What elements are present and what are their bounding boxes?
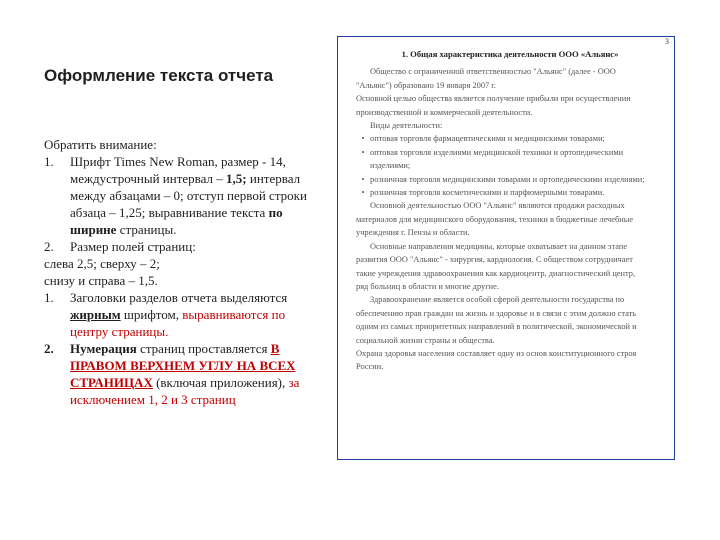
list-number: 2.: [44, 341, 54, 356]
slide-title: Оформление текста отчета: [44, 66, 274, 85]
list-number: 2.: [44, 239, 54, 254]
bullet-icon: •: [361, 188, 365, 198]
bullet-icon: •: [361, 174, 365, 184]
note-heading: Обратить внимание:: [44, 137, 157, 152]
top-right-corner-red: В ПРАВОМ ВЕРХНЕМ УГЛУ НА ВСЕХ СТРАНИЦАХ: [70, 341, 296, 390]
document-body: [356, 48, 664, 374]
headings-text: Заголовки разделов отчета выделяются: [70, 290, 288, 305]
bullet-icon: •: [361, 147, 365, 157]
list-number: 1.: [44, 154, 54, 169]
numbering-bold: Нумерация: [70, 341, 137, 356]
document-heading: 1. Общая характеристика деятельности ООО «Альянс»: [401, 49, 619, 59]
doc-line: Здравоохранение является особой сферой деятельности государства по: [370, 295, 625, 305]
margins-line-2: снизу и справа – 1,5.: [44, 273, 158, 288]
list-item-numbering: [44, 340, 324, 408]
doc-bullet: • розничная торговля косметическими и парфюмерными товарами.: [356, 186, 664, 199]
font-interval-bold: 1,5;: [226, 171, 247, 186]
doc-bullet: • розничная торговля медицинскими товарами и ортопедическими изделиями;: [356, 173, 664, 186]
doc-line: Охрана здоровья населения составляет одну из основ конституционного строя: [356, 348, 637, 358]
doc-line: ряд больниц в области и многие другие.: [356, 281, 499, 291]
doc-line: "Альянс") образовано 19 января 2007 г.: [356, 80, 496, 90]
doc-line: Основной целью общества является получение прибыли при осуществлении: [356, 94, 631, 104]
list-item-font: [44, 153, 324, 238]
doc-activities-heading: Виды деятельности:: [370, 121, 443, 131]
doc-line: Основной деятельностью ООО "Альянс" являются продажи расходных: [370, 201, 625, 211]
list-number: 1.: [44, 290, 54, 305]
doc-bullet: • оптовая торговля изделиями медицинской техники и ортопедическими изделиями;: [356, 146, 664, 173]
doc-line: социальной жизни страны и общества.: [356, 335, 495, 345]
doc-line: обеспечению прав граждан на жизнь и здоровье и в связи с этим должно стать: [356, 308, 637, 318]
exception-red: за исключением 1, 2 и 3 страниц: [70, 375, 300, 407]
font-text-end: страницы.: [116, 222, 177, 237]
list-item-headings: [44, 289, 324, 340]
margins-text: Размер полей страниц:: [70, 239, 196, 254]
justify-bold: по ширине: [70, 205, 283, 237]
doc-line: производственной и коммерческой деятельности.: [356, 107, 533, 117]
doc-line: такие учреждения здравоохранения как кардиоцентр, диагностический центр,: [356, 268, 636, 278]
doc-line: Основные направления медицины, которые охватывает на данном этапе: [370, 241, 628, 251]
numbering-text-mid: (включая приложения),: [152, 375, 289, 390]
page-number: 3: [665, 37, 669, 46]
slide-body: [44, 136, 324, 408]
font-text: Шрифт Times New Roman, размер - 14, междустрочный интервал –: [70, 154, 286, 186]
document-sample: [337, 36, 675, 460]
doc-line: одним из самых приоритетных направлений в политической, экономической и: [356, 322, 637, 332]
list-item-margins: [44, 238, 324, 255]
bold-word: жирным: [70, 307, 121, 322]
slide-text-panel: [0, 0, 330, 540]
doc-line: развития ООО "Альянс" - хирургия, кардиология. С обществом сотрудничает: [356, 255, 633, 265]
bullet-icon: •: [361, 134, 365, 144]
margins-line-1: слева 2,5; сверху – 2;: [44, 256, 160, 271]
numbering-text: страниц проставляется: [136, 341, 271, 356]
doc-line: России.: [356, 362, 384, 372]
font-text-cont: интервал между абзацами – 0; отступ первой строки абзаца – 1,25; выравнивание текста: [70, 171, 307, 220]
doc-line: Общество с ограниченной ответственностью "Альянс" (далее - ООО: [370, 67, 616, 77]
doc-line: учреждения г. Пензы и области.: [356, 228, 470, 238]
center-align-red: выравниваются по центру страницы.: [70, 307, 286, 339]
doc-line: материалов для медицинского оборудования, техники в бюджетные лечебные: [356, 214, 634, 224]
doc-bullet: • оптовая торговля фармацевтическими и медицинскими товарами;: [356, 132, 664, 145]
headings-text-mid: шрифтом,: [120, 307, 183, 322]
